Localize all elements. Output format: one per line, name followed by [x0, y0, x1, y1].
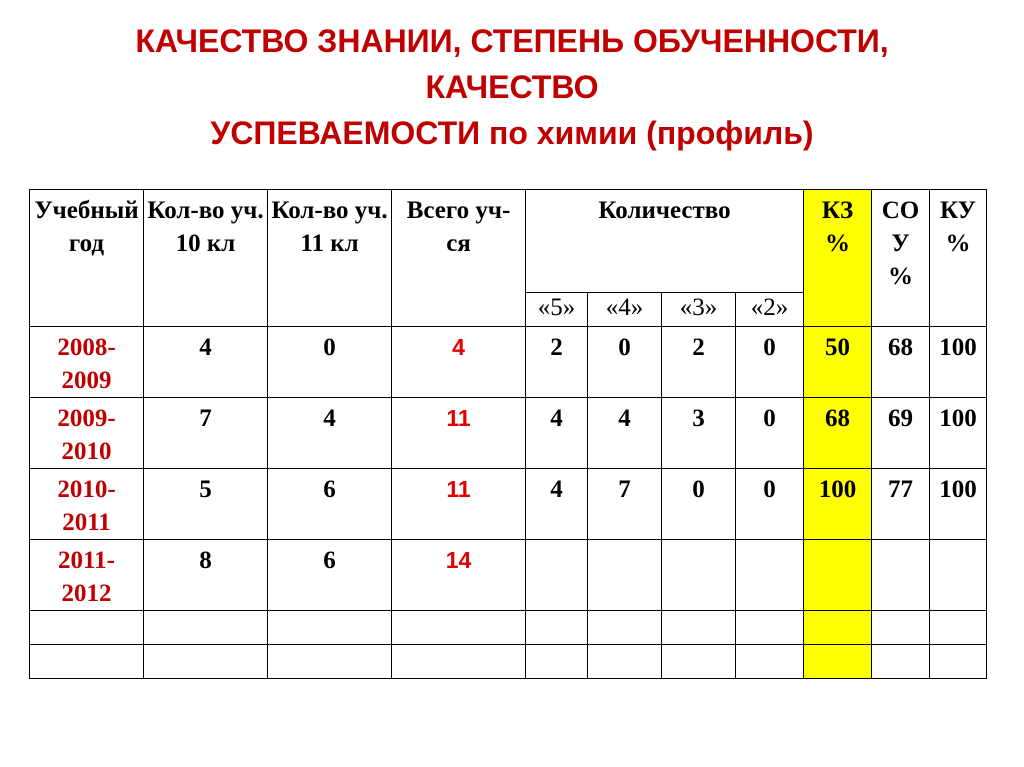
cell-kz: [804, 540, 872, 611]
cell-count-11: 4: [268, 398, 392, 469]
cell-grade-3: [662, 540, 736, 611]
cell-year: 2010-2011: [30, 469, 144, 540]
cell-grade-4: 7: [588, 469, 662, 540]
header-total: Всего уч-ся: [392, 190, 526, 327]
cell-year: [30, 611, 144, 645]
cell-grade-4: 0: [588, 327, 662, 398]
cell-year: [30, 645, 144, 679]
cell-total: 4: [392, 327, 526, 398]
cell-count-10: 7: [144, 398, 268, 469]
cell-grade-2: [736, 540, 804, 611]
cell-ku: 100: [930, 327, 987, 398]
title-line-2: КАЧЕСТВО: [425, 69, 599, 105]
cell-count-10: 8: [144, 540, 268, 611]
cell-grade-2: 0: [736, 398, 804, 469]
grade-5: «5»: [526, 293, 588, 327]
grade-2: «2»: [736, 293, 804, 327]
cell-grade-4: 4: [588, 398, 662, 469]
cell-count-11: [268, 611, 392, 645]
cell-grade-3: 3: [662, 398, 736, 469]
header-sou: СО У %: [872, 190, 930, 327]
header-ku: КУ %: [930, 190, 987, 327]
cell-kz: 50: [804, 327, 872, 398]
cell-count-11: 6: [268, 469, 392, 540]
cell-total: 11: [392, 469, 526, 540]
cell-total: [392, 611, 526, 645]
grade-4: «4»: [588, 293, 662, 327]
cell-grade-2: [736, 645, 804, 679]
cell-total: 14: [392, 540, 526, 611]
cell-grade-3: 0: [662, 469, 736, 540]
cell-grade-5: 4: [526, 469, 588, 540]
header-count-10: Кол-во уч. 10 кл: [144, 190, 268, 327]
cell-year: 2009-2010: [30, 398, 144, 469]
cell-grade-2: 0: [736, 327, 804, 398]
cell-kz: 68: [804, 398, 872, 469]
cell-sou: 68: [872, 327, 930, 398]
cell-count-10: [144, 645, 268, 679]
cell-grade-3: [662, 611, 736, 645]
cell-year: 2011-2012: [30, 540, 144, 611]
cell-total: 11: [392, 398, 526, 469]
cell-ku: 100: [930, 398, 987, 469]
header-count-11: Кол-во уч. 11 кл: [268, 190, 392, 327]
table-row: [30, 469, 987, 540]
cell-grade-3: [662, 645, 736, 679]
cell-ku: [930, 540, 987, 611]
title-line-1: КАЧЕСТВО ЗНАНИИ, СТЕПЕНЬ ОБУЧЕННОСТИ,: [135, 23, 889, 59]
cell-grade-2: 0: [736, 469, 804, 540]
cell-grade-4: [588, 645, 662, 679]
cell-kz: [804, 645, 872, 679]
cell-kz: [804, 611, 872, 645]
table-row: [30, 645, 987, 679]
cell-grade-5: [526, 611, 588, 645]
cell-grade-5: [526, 645, 588, 679]
cell-grade-4: [588, 611, 662, 645]
cell-grade-3: 2: [662, 327, 736, 398]
title-line-3: УСПЕВАЕМОСТИ по химии (профиль): [210, 115, 814, 151]
cell-sou: [872, 645, 930, 679]
cell-count-10: 5: [144, 469, 268, 540]
header-kz: КЗ %: [804, 190, 872, 327]
cell-sou: [872, 611, 930, 645]
header-year: Учебный год: [30, 190, 144, 327]
cell-count-10: [144, 611, 268, 645]
cell-count-11: 0: [268, 327, 392, 398]
cell-ku: [930, 611, 987, 645]
cell-grade-5: 2: [526, 327, 588, 398]
results-table: [29, 189, 987, 679]
cell-count-11: [268, 645, 392, 679]
cell-ku: 100: [930, 469, 987, 540]
table-row: [30, 540, 987, 611]
cell-grade-2: [736, 611, 804, 645]
cell-grade-4: [588, 540, 662, 611]
cell-count-11: 6: [268, 540, 392, 611]
slide-title: [0, 18, 1024, 156]
cell-year: 2008-2009: [30, 327, 144, 398]
cell-count-10: 4: [144, 327, 268, 398]
cell-sou: [872, 540, 930, 611]
cell-kz: 100: [804, 469, 872, 540]
grade-3: «3»: [662, 293, 736, 327]
table-row: [30, 327, 987, 398]
cell-sou: 77: [872, 469, 930, 540]
cell-sou: 69: [872, 398, 930, 469]
cell-grade-5: [526, 540, 588, 611]
table-row: [30, 398, 987, 469]
cell-total: [392, 645, 526, 679]
header-row: [30, 190, 987, 293]
cell-grade-5: 4: [526, 398, 588, 469]
cell-ku: [930, 645, 987, 679]
table-row: [30, 611, 987, 645]
header-quantity: Количество: [526, 190, 804, 293]
